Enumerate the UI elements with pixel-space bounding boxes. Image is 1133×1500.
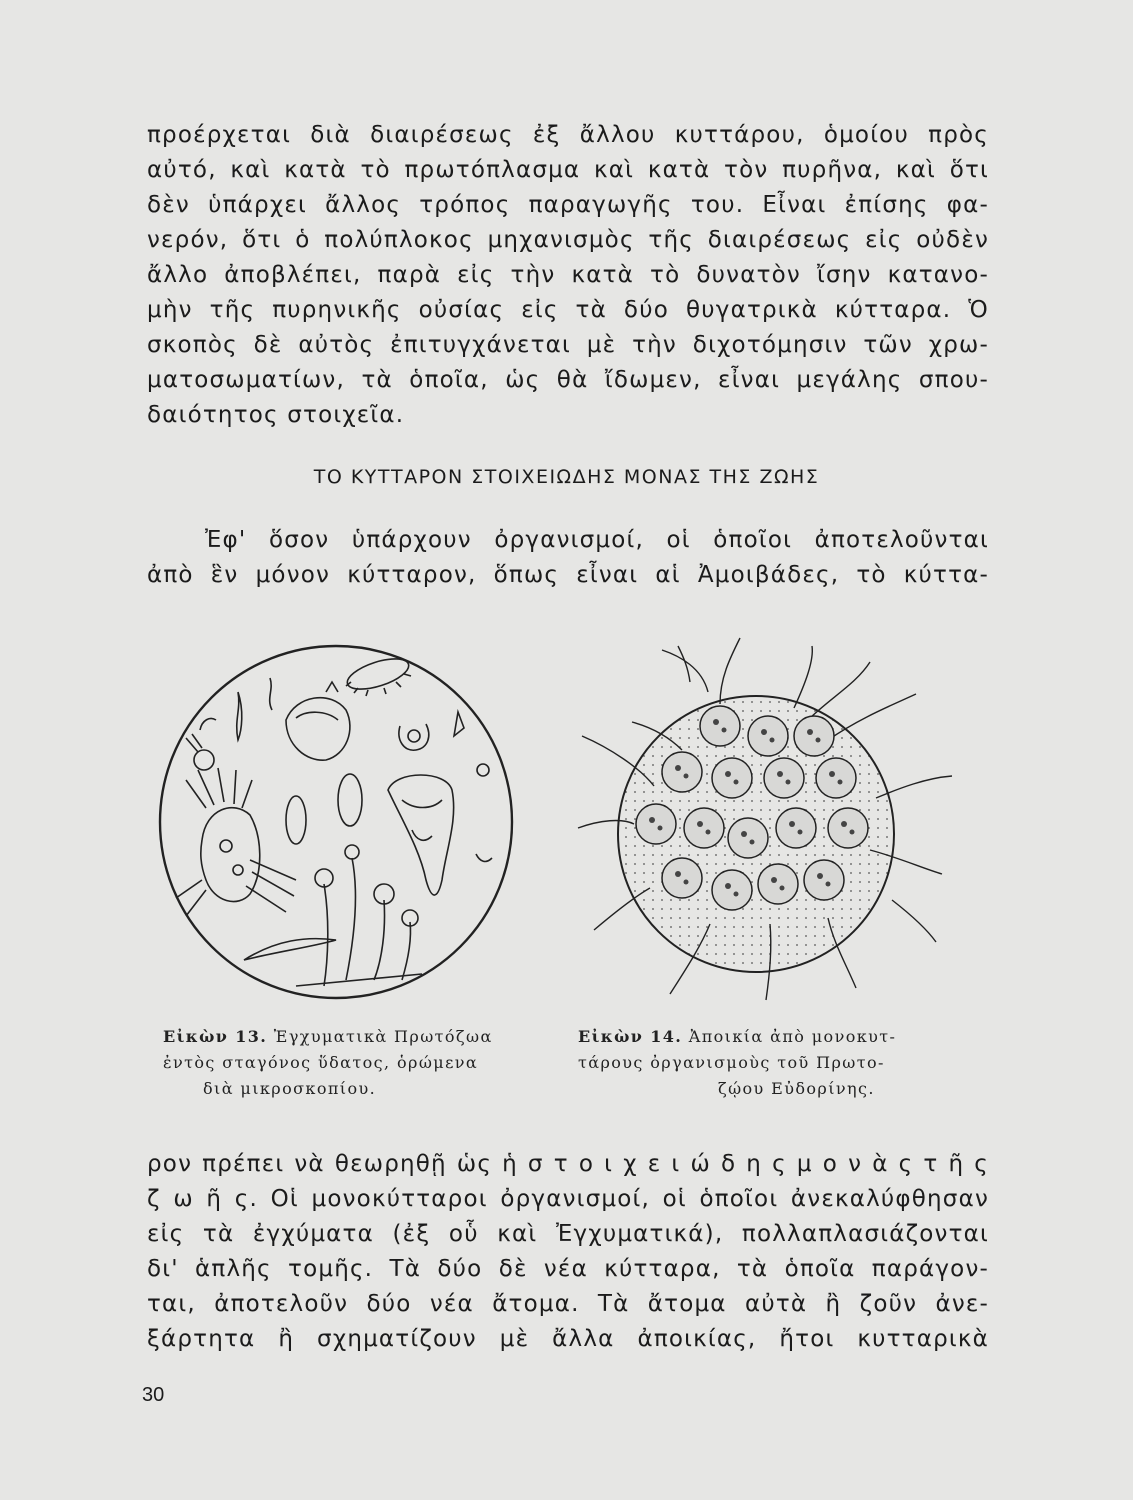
bottom-paragraph — [147, 1147, 989, 1357]
text-line: σκοπὸς δὲ αὐτὸς ἐπιτυγχάνεται μὲ τὴν διχοτόμησιν τῶν χρω- — [147, 332, 989, 358]
top-paragraph — [147, 118, 989, 433]
figure-14-eudorina-colony-illustration — [570, 628, 960, 1014]
text-line: δαιότητος στοιχεῖα. — [147, 402, 405, 428]
text-line: προέρχεται διὰ διαιρέσεως ἐξ ἄλλου κυττάρου, ὁμοίου πρὸς — [147, 122, 989, 148]
section-heading: ΤΟ ΚΥΤΤΑΡΟΝ ΣΤΟΙΧΕΙΩΔΗΣ ΜΟΝΑΣ ΤΗΣ ΖΩΗΣ — [313, 466, 820, 488]
caption-line: διὰ μικροσκοπίου. — [203, 1079, 377, 1098]
text-line: ἀπὸ ἓν μόνον κύτταρον, ὅπως εἶναι αἱ Ἀμοιβάδες, τὸ κύττα- — [147, 562, 989, 588]
text-line: μὴν τῆς πυρηνικῆς οὐσίας εἰς τὰ δύο θυγατρικὰ κύτταρα. Ὁ — [147, 297, 989, 323]
text-line: αὐτό, καὶ κατὰ τὸ πρωτόπλασμα καὶ κατὰ τὸν πυρῆνα, καὶ ὅτι — [147, 157, 989, 183]
text-line: ἄλλο ἀποβλέπει, παρὰ εἰς τὴν κατὰ τὸ δυνατὸν ἴσην κατανο- — [147, 262, 989, 288]
text-line: ματοσωματίων, τὰ ὁποῖα, ὡς θὰ ἴδωμεν, εἶναι μεγάλης σπου- — [147, 367, 989, 393]
figure-13-label: Εἰκὼν 13. — [163, 1027, 268, 1046]
text-line: ζ ω ῆ ς. Οἱ μονοκύτταροι ὀργανισμοί, οἱ ὁποῖοι ἀνεκαλύφθησαν — [147, 1186, 989, 1212]
page-number: 30 — [142, 1384, 165, 1406]
text-line: δὲν ὑπάρχει ἄλλος τρόπος παραγωγῆς του. Εἶναι ἐπίσης φα- — [147, 192, 989, 218]
caption-line: ζῴου Εὐδορίνης. — [718, 1079, 875, 1098]
figure-13-caption — [163, 1024, 543, 1102]
text-line: Ἐφ' ὅσον ὑπάρχουν ὀργανισμοί, οἱ ὁποῖοι ἀποτελοῦνται — [205, 527, 989, 553]
figure-13-protozoa-illustration — [146, 640, 526, 1010]
text-line: νερόν, ὅτι ὁ πολύπλοκος μηχανισμὸς τῆς διαιρέσεως εἰς οὐδὲν — [147, 227, 989, 253]
text-line: ξάρτητα ἢ σχηματίζουν μὲ ἄλλα ἀποικίας, ἤτοι κυτταρικὰ — [147, 1326, 989, 1352]
caption-line: Ἐγχυματικὰ Πρωτόζωα — [273, 1027, 493, 1046]
text-line: ρον πρέπει νὰ θεωρηθῇ ὡς ἡ σ τ ο ι χ ε ι ώ δ η ς μ ο ν ὰ ς τ ῆ ς — [147, 1151, 989, 1177]
text-line: δι' ἁπλῆς τομῆς. Τὰ δύο δὲ νέα κύτταρα, τὰ ὁποῖα παράγον- — [147, 1256, 989, 1282]
intro-paragraph — [147, 523, 989, 593]
caption-line: τάρους ὀργανισμοὺς τοῦ Πρωτο- — [578, 1053, 885, 1072]
figure-14-caption — [578, 1024, 978, 1102]
caption-line: ἐντὸς σταγόνος ὕδατος, ὁρώμενα — [163, 1053, 479, 1072]
caption-line: Ἀποικία ἀπὸ μονοκυτ- — [688, 1027, 897, 1046]
text-line: ται, ἀποτελοῦν δύο νέα ἄτομα. Τὰ ἄτομα αὐτὰ ἢ ζοῦν ἀνε- — [147, 1291, 989, 1317]
figure-14-label: Εἰκὼν 14. — [578, 1027, 683, 1046]
text-line: εἰς τὰ ἐγχύματα (ἐξ οὗ καὶ Ἐγχυματικά), πολλαπλασιάζονται — [147, 1221, 989, 1247]
